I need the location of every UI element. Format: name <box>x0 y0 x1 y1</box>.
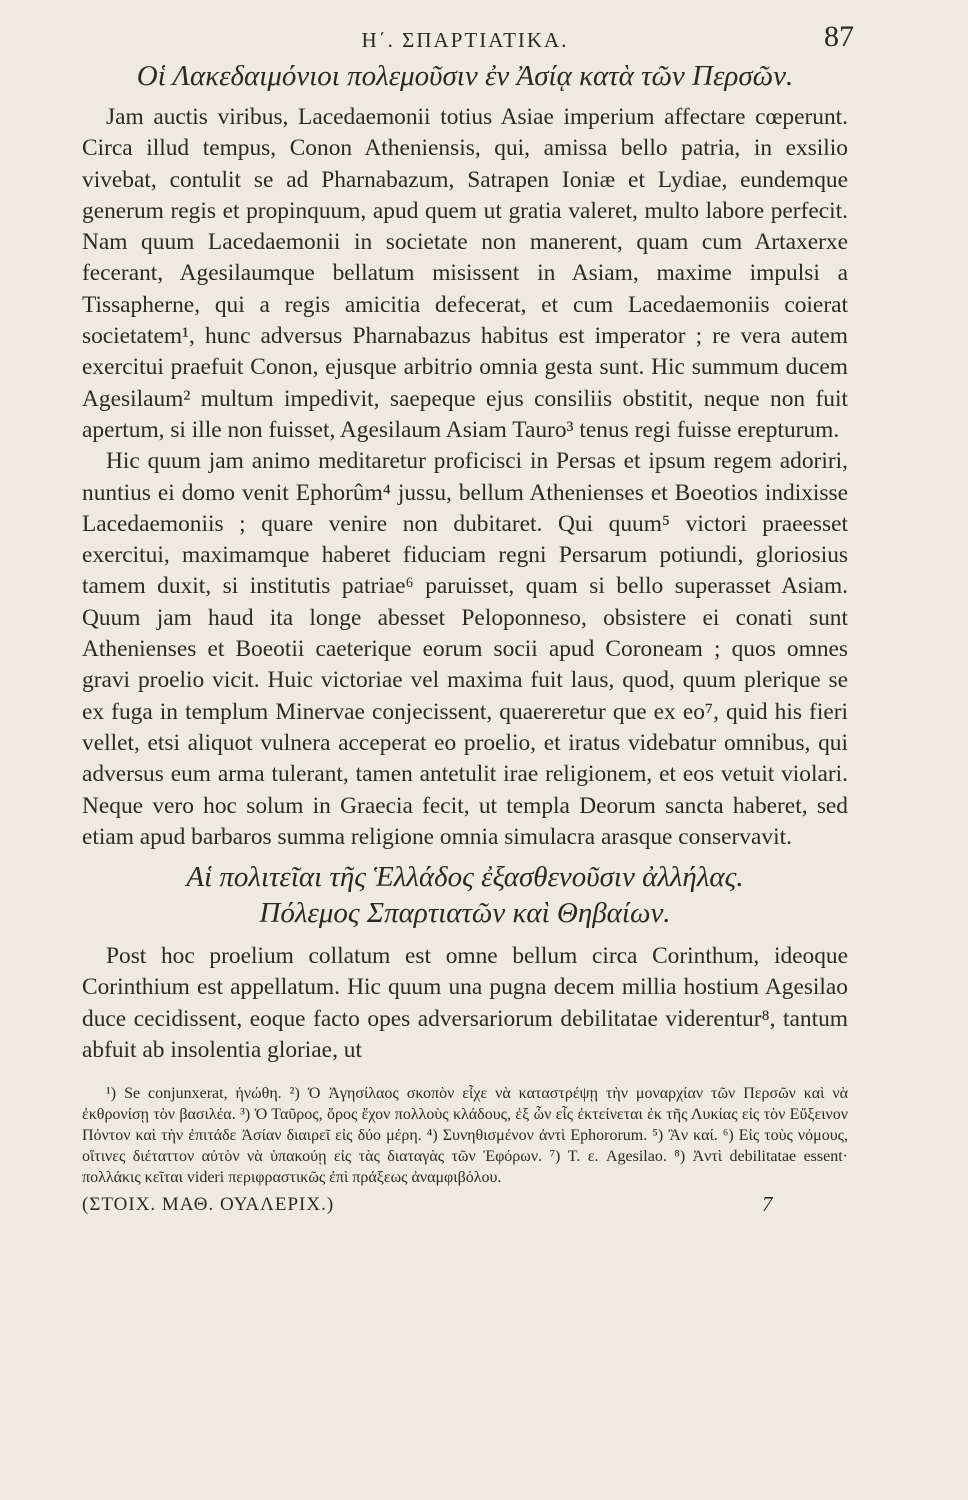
section-heading-persian-war: Οἱ Λακεδαιμόνιοι πολεμοῦσιν ἐν Ἀσίᾳ κατὰ τῶν Περσῶν. <box>136 60 794 92</box>
footnotes: ¹) Se conjunxerat, ἡνώθη. ²) Ὁ Ἀγησίλαος σκοπὸν εἶχε νὰ καταστρέψῃ τὴν μοναρχίαν τῶν Περσῶν καὶ νὰ ἐκθρονίσῃ τὸν βασιλέα. ³) Ὁ Ταῦρος, ὄρος ἔχον πολλοὺς κλάδους, ἐξ ὧν εἷς ἐκτείνεται ἐκ τῆς Λυκίας εἰς τὸν Εὔξεινον Πόντον καὶ τὴν ἐπιτάδε Ἀσίαν διαιρεῖ εἰς δύο μέρη. ⁴) Συνηθισμένον ἀντὶ Ephororum. ⁵) Ἂν καί. ⁶) Εἰς τοὺς νόμους, οἵτινες διέταττον αὐτὸν νὰ ὑπακούῃ εἰς τὰς διαταγὰς τῶν Ἐφόρων. ⁷) T. ε. Agesilao. ⁸) Ἀντὶ debilitatae essent· πολλάκις κεῖται videri περιφραστικῶς ἐπὶ πράξεως ἀναμφιβόλου. <box>82 1085 848 1186</box>
signature-line <box>82 1188 848 1220</box>
paragraph-1: Jam auctis viribus, Lacedaemonii totius Asiae imperium affectare cœperunt. Circa illud tempus, Conon Atheniensis, qui, amissa bello patria, in exsilio vivebat, contulit se ad Pharnabazum, Satrapen Ioniæ et Lydiae, eundemque generum regis et propinquum, apud quem ut gratia valeret, multo labore perfecit. Nam quum Lacedaemonii in societate non manerent, quam cum Artaxerxe fecerant, Agesilaumque bellatum misissent in Asiam, maxime impulsi a Tissapherne, qui a regis amicitia defecerat, et cum Lacedaemoniis coierat societatem¹, hunc adversus Pharnabazus habitus est imperator ; re vera autem exercitui praefuit Conon, ejusque arbitrio omnia gesta sunt. Hic summum ducem Agesilaum² multum impedivit, saepeque ejus consiliis obstitit, neque non fuit apertum, si ille non fuisset, Agesilaum Asiam Tauro³ tenus regi fuisse erepturum. <box>82 104 848 443</box>
paragraph-3: Post hoc proelium collatum est omne bellum circa Corinthum, ideoque Corinthium est appellatum. Hic quum una pugna decem millia hostium Agesilao duce cecidissent, eoque facto opes adversariorum debilitatae viderentur⁸, tantum abfuit ab insolentia gloriae, ut <box>82 943 848 1064</box>
section-subheading-theban-war: Πόλεμος Σπαρτιατῶν καὶ Θηβαίων. <box>259 897 671 930</box>
footnote-separator <box>82 1066 848 1076</box>
series-signature: (ΣΤΟΙΧ. ΜΑΘ. ΟΥΑΛΕΡΙΧ.) <box>82 1194 335 1216</box>
page-number: 87 <box>824 20 854 53</box>
paragraph-2: Hic quum jam animo meditaretur proficisci in Persas et ipsum regem adoriri, nuntius ei domo venit Ephorûm⁴ jussu, bellum Athenienses et Boeotios indixisse Lacedaemoniis ; quare venire non dubitaret. Qui quum⁵ victori praeesset exercitui, maximamque haberet fiduciam regni Persarum potiundi, gloriosius tamem duxit, si institutis patriae⁶ paruisset, quam si bello superasset Asiam. Quum jam haud ita longe abesset Peloponneso, obsistere ei conati sunt Athenienses et Boeotii caeterique eorum socii apud Coroneam ; quos omnes gravi proelio vicit. Huic victoriae vel maxima fuit laus, quod, quum plerique se ex fuga in templum Minervae conjecissent, quaereretur que ex eo⁷, quid his fieri vellet, etsi aliquot vulnera acceperat eo proelio, et iratus videbatur omnibus, qui adversus eum arma tulerant, tamen antetulit irae religionem, et eos vetuit violari. Neque vero hoc solum in Graecia fecit, ut templa Deorum sancta haberet, sed etiam apud barbaros summa religione omnia simulacra arasque conservavit. <box>82 448 848 850</box>
running-head-title: Η΄. ΣΠΑΡΤΙΑΤΙΚΑ. <box>361 28 569 52</box>
signature-mark: 7 <box>762 1192 774 1217</box>
section-heading-greek-states: Αἱ πολιτεῖαι τῆς Ἑλλάδος ἐξασθενοῦσιν ἀλλήλας. <box>186 861 744 894</box>
running-head <box>82 20 854 54</box>
